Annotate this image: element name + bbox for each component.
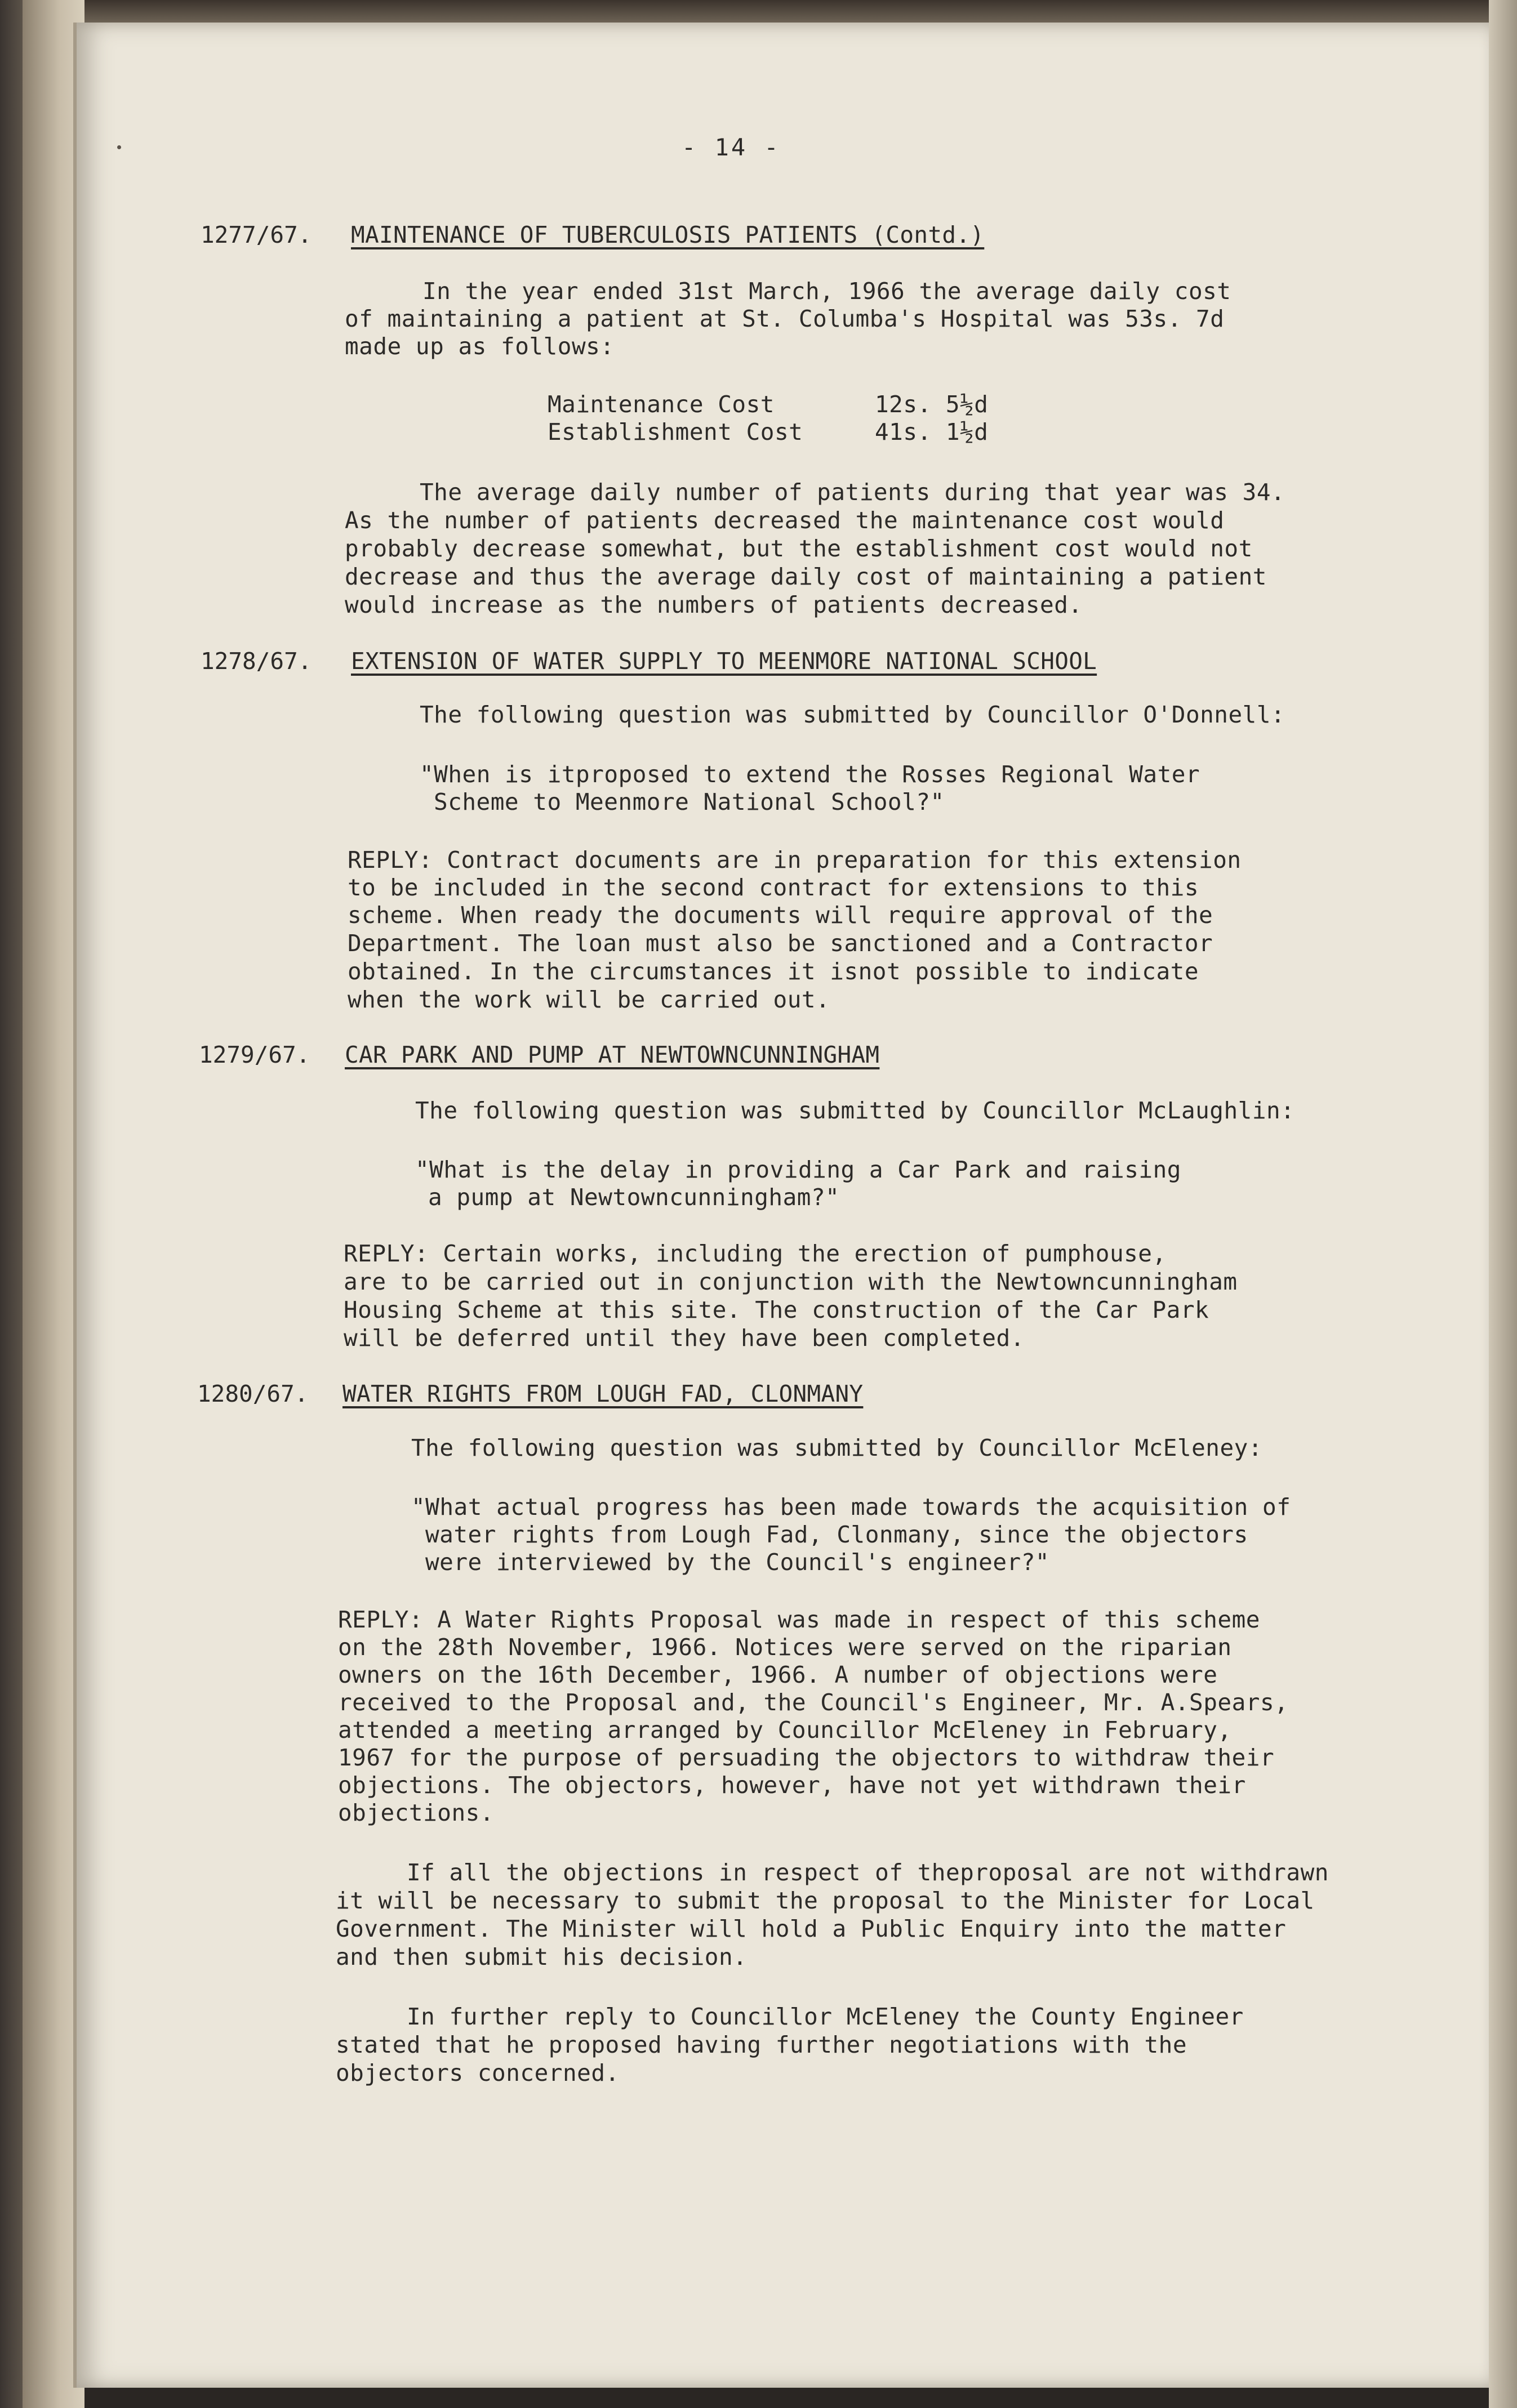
reply-line: received to the Proposal and, the Council's Engineer, Mr. A.Spears, [338,1689,1289,1716]
page-right-edge [1489,0,1517,2408]
reply-line: REPLY: A Water Rights Proposal was made in respect of this scheme [338,1606,1260,1633]
reply-line: attended a meeting arranged by Councillor McEleney in February, [338,1716,1232,1743]
question-intro: The following question was submitted by Councillor McEleney: [411,1434,1263,1461]
para-line: objectors concerned. [336,2059,620,2086]
intro-line: made up as follows: [345,333,615,360]
para-line: In further reply to Councillor McEleney the County Engineer [407,2003,1244,2030]
body-line: decrease and thus the average daily cost of maintaining a patient [345,563,1267,590]
speck-mark [117,145,121,149]
question-line: water rights from Lough Fad, Clonmany, since the objectors [425,1521,1248,1548]
cost-value: 41s. 1½d [875,418,989,445]
intro-line: of maintaining a patient at St. Columba's Hospital was 53s. 7d [345,305,1225,332]
intro-line: In the year ended 31st March, 1966 the average daily cost [422,278,1231,305]
reply-line: will be deferred until they have been completed. [344,1325,1025,1352]
reply-line: are to be carried out in conjunction with the Newtowncunningham [344,1268,1238,1295]
item-heading-1279: CAR PARK AND PUMP AT NEWTOWNCUNNINGHAM [345,1041,880,1068]
body-line: As the number of patients decreased the maintenance cost would [345,507,1225,534]
para-line: stated that he proposed having further negotiations with the [336,2031,1187,2058]
reply-line: 1967 for the purpose of persuading the objectors to withdraw their [338,1744,1275,1771]
reply-line: objections. [338,1799,495,1826]
reply-line: to be included in the second contract for extensions to this [348,874,1199,901]
question-line: "When is itproposed to extend the Rosses Regional Water [420,761,1200,788]
item-ref-1279: 1279/67. [199,1041,310,1068]
reply-line: Housing Scheme at this site. The construction of the Car Park [344,1296,1209,1323]
scan-top-edge [0,0,1517,23]
question-intro: The following question was submitted by Councillor O'Donnell: [420,701,1285,728]
question-line: "What actual progress has been made towards the acquisition of [411,1493,1291,1520]
reply-line: objections. The objectors, however, have not yet withdrawn their [338,1772,1246,1799]
cost-value: 12s. 5½d [875,391,989,418]
para-line: Government. The Minister will hold a Public Enquiry into the matter [336,1915,1287,1942]
cost-label: Maintenance Cost [548,391,775,418]
question-line: were interviewed by the Council's engineer?" [425,1549,1050,1576]
reply-line: REPLY: Certain works, including the erection of pumphouse, [344,1240,1167,1267]
item-heading-1280: WATER RIGHTS FROM LOUGH FAD, CLONMANY [342,1380,864,1407]
question-line: Scheme to Meenmore National School?" [434,788,945,815]
question-intro: The following question was submitted by Councillor McLaughlin: [415,1097,1295,1124]
para-line: and then submit his decision. [336,1943,748,1970]
body-line: would increase as the numbers of patients decreased. [345,591,1083,618]
item-ref-1278: 1278/67. [201,648,312,675]
reply-line: on the 28th November, 1966. Notices were served on the riparian [338,1634,1232,1661]
question-line: "What is the delay in providing a Car Park and raising [415,1156,1181,1183]
body-line: probably decrease somewhat, but the establishment cost would not [345,535,1253,562]
para-line: If all the objections in respect of theproposal are not withdrawn [407,1859,1329,1886]
body-line: The average daily number of patients during that year was 34. [420,479,1285,506]
reply-line: Department. The loan must also be sanctioned and a Contractor [348,930,1213,957]
item-heading-1277: MAINTENANCE OF TUBERCULOSIS PATIENTS (Contd.) [351,221,985,248]
cost-label: Establishment Cost [548,418,803,445]
reply-line: owners on the 16th December, 1966. A number of objections were [338,1661,1218,1688]
reply-line: REPLY: Contract documents are in preparation for this extension [348,846,1242,873]
item-ref-1277: 1277/67. [201,221,312,248]
question-line: a pump at Newtowncunningham?" [428,1184,840,1211]
item-ref-1280: 1280/67. [197,1380,309,1407]
reply-line: scheme. When ready the documents will require approval of the [348,902,1213,929]
reply-line: when the work will be carried out. [348,986,830,1013]
reply-line: obtained. In the circumstances it isnot possible to indicate [348,958,1199,985]
item-heading-1278: EXTENSION OF WATER SUPPLY TO MEENMORE NATIONAL SCHOOL [351,648,1097,675]
para-line: it will be necessary to submit the proposal to the Minister for Local [336,1887,1315,1914]
page-number: - 14 - [682,133,781,161]
